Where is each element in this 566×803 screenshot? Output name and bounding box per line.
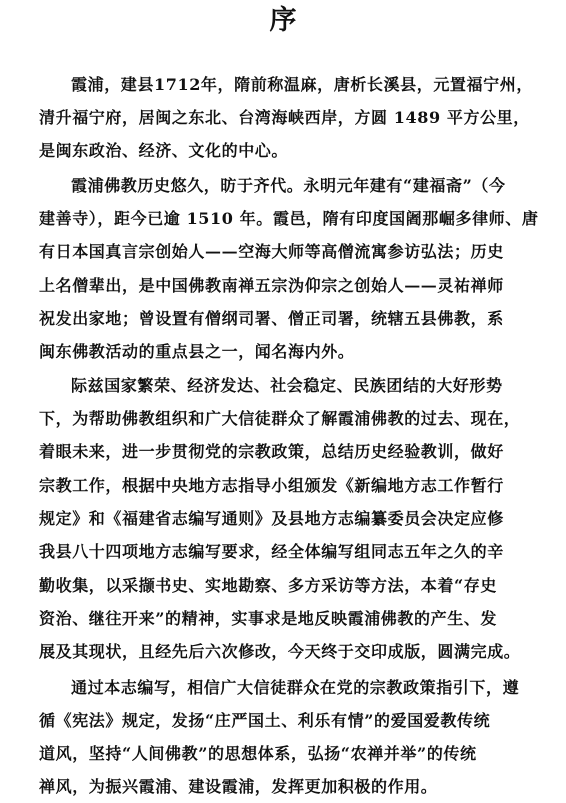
paragraph-2-line-2: 建善寺），距今已逾 1510 年。霞邑，隋有印度国阇那崛多律师、唐 [39, 209, 539, 228]
paragraph-3-line-4: 宗教工作，根据中央地方志指导小组颁发《新编地方志工作暂行 [39, 476, 504, 495]
paragraph-1-line-1: 霞浦，建县1712年，隋前称温麻，唐析长溪县，元置福宁州， [71, 75, 533, 94]
paragraph-3-line-5: 规定》和《福建省志编写通则》及县地方志编纂委员会决定应修 [39, 509, 504, 528]
paragraph-3-line-8: 资治、继往开来”的精神，实事求是地反映霞浦佛教的产生、发 [39, 609, 498, 628]
paragraph-2-line-1: 霞浦佛教历史悠久，昉于齐代。永明元年建有“建福斋”（今 [71, 176, 506, 195]
paragraph-2-line-3: 有日本国真言宗创始人——空海大师等高僧流寓参访弘法；历史 [39, 242, 504, 261]
paragraph-2-line-4: 上名僧辈出，是中国佛教南禅五宗沩仰宗之创始人——灵祐禅师 [39, 276, 504, 295]
page-title: 序 [269, 5, 297, 36]
paragraph-2-line-6: 闽东佛教活动的重点县之一，闻名海内外。 [39, 342, 355, 361]
paragraph-1-line-3: 是闽东政治、经济、文化的中心。 [39, 141, 289, 160]
paragraph-2-line-5: 祝发出家地；曾设置有僧纲司署、僧正司署，统辖五县佛教，系 [39, 309, 504, 328]
paragraph-3-line-7: 勤收集，以采撷书史、实地勘察、多方采访等方法，本着“存史 [39, 576, 498, 595]
paragraph-4-line-1: 通过本志编写，相信广大信徒群众在党的宗教政策指引下，遵 [71, 678, 520, 697]
paragraph-4-line-2: 循《宪法》规定，发扬“庄严国土、利乐有情”的爱国爱教传统 [39, 711, 491, 730]
paragraph-3-line-6: 我县八十四项地方志编写要求，经全体编写组同志五年之久的辛 [39, 542, 504, 561]
paragraph-4-line-3: 道风，坚持“人间佛教”的思想体系，弘扬“农禅并举”的传统 [39, 744, 477, 763]
paragraph-3-line-9: 展及其现状，且经先后六次修改，今天终于交印成版，圆满完成。 [39, 642, 521, 661]
paragraph-1-line-2: 清升福宁府，居闽之东北、台湾海峡西岸，方圆 1489 平方公里， [39, 108, 530, 127]
paragraph-3-line-2: 下，为帮助佛教组织和广大信徒群众了解霞浦佛教的过去、现在， [39, 409, 521, 428]
paragraph-3-line-1: 际兹国家繁荣、经济发达、社会稳定、民族团结的大好形势 [71, 376, 503, 395]
paragraph-4-line-4: 禅风，为振兴霞浦、建设霞浦，发挥更加积极的作用。 [39, 777, 438, 796]
paragraph-3-line-3: 着眼未来，进一步贯彻党的宗教政策，总结历史经验教训，做好 [39, 442, 504, 461]
